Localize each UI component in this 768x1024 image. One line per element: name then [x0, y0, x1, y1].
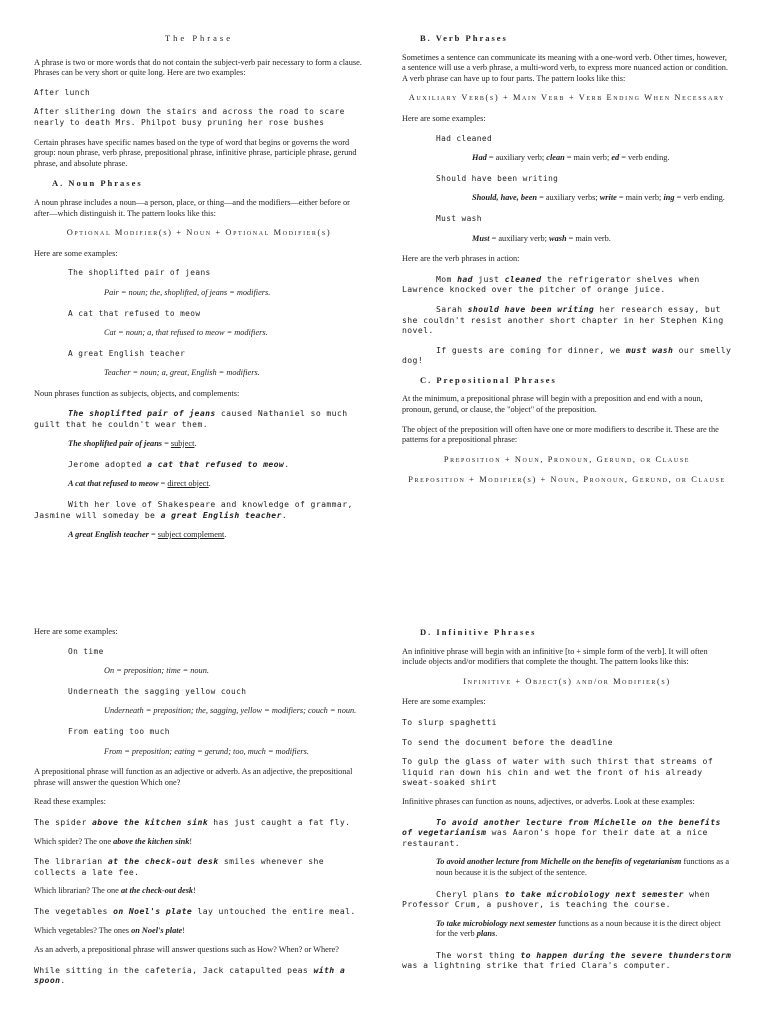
prep-pattern-1: Preposition + Noun, Pronoun, Gerund, or Clause: [443, 454, 691, 464]
infinitive-example-1: To slurp spaghetti: [402, 716, 497, 727]
prep-question-2: Which librarian? The one at the check-out desk!: [34, 886, 196, 896]
prep-analysis-3: From = preposition; eating = gerund; too, much = modifiers.: [104, 746, 309, 756]
prep-question-3: Which vegetables? The ones on Noel's plate!: [34, 925, 186, 935]
examples-lead: Here are some examples:: [402, 697, 486, 707]
verb-sentence-2: Sarah should have been writing her research essay, but she couldn't resist another short chapter in her Stephen King novel.: [402, 303, 724, 336]
verb-sentence-1: Mom had just cleaned the refrigerator shelves when Lawrence knocked over the pitcher of orange juice.: [402, 273, 700, 295]
infinitive-sentence-2-analysis: To take microbiology next semester functions as a noun because it is the direct object for the verb plans.: [436, 918, 721, 939]
noun-analysis-3: Teacher = noun; a, great, English = modifiers.: [104, 368, 260, 378]
noun-example-1: The shoplifted pair of jeans: [68, 268, 211, 278]
verb-example-2: Should have been writing: [436, 173, 559, 183]
prep-analysis-1: On = preposition; time = noun.: [104, 666, 209, 676]
prep-sentence-2: The librarian at the check-out desk smiles whenever she collects a late fee.: [34, 856, 325, 877]
verb-pattern: Auxiliary Verb(s) + Main Verb + Verb Ending When Necessary: [408, 93, 726, 103]
page-title: The Phrase: [164, 33, 233, 43]
infinitive-sentence-1-analysis: To avoid another lecture from Michelle on the benefits of vegetarianism functions as a noun because it is the subject of the sentence.: [436, 857, 730, 877]
example-short: After lunch: [34, 87, 91, 97]
noun-pattern: Optional Modifier(s) + Noun + Optional Modifier(s): [66, 228, 332, 238]
prep-example-2: Underneath the sagging yellow couch: [68, 686, 247, 696]
prep-pattern-2: Preposition + Modifier(s) + Noun, Pronoun, Gerund, or Clause: [408, 475, 726, 485]
verb-phrases-heading: B. Verb Phrases: [420, 33, 508, 43]
noun-sentence-2: Jerome adopted a cat that refused to meow.: [68, 459, 290, 470]
adjective-paragraph: A prepositional phrase will function as an adjective or adverb. As an adjective, the prepositional phrase will answer the question Which one?: [34, 767, 353, 787]
noun-sentence-2-analysis: A cat that refused to meow = direct object.: [68, 478, 211, 488]
column-prep-examples: [34, 627, 364, 995]
infinitive-example-2: To send the document before the deadline: [402, 736, 613, 747]
examples-lead: Here are some examples:: [34, 248, 118, 258]
noun-function-paragraph: Noun phrases function as subjects, objects, and complements:: [34, 388, 240, 398]
noun-analysis-1: Pair = noun; the, shoplifted, of jeans = modifiers.: [104, 287, 271, 297]
prep-question-1: Which spider? The one above the kitchen sink!: [34, 836, 193, 846]
prep-analysis-2: Underneath = preposition; the, sagging, yellow = modifiers; couch = noun.: [104, 706, 357, 716]
verb-analysis-1: Had = auxiliary verb; clean = main verb; ed = verb ending.: [472, 153, 670, 163]
prep-object-paragraph: The object of the preposition will often have one or more modifiers to describe it. These are the patterns for a prepositional phrase:: [402, 424, 719, 445]
column-infinitive-phrases: [402, 627, 732, 980]
noun-analysis-2: Cat = noun; a, that refused to meow = modifiers.: [104, 328, 268, 338]
prep-definition: At the minimum, a prepositional phrase will begin with a preposition and end with a noun, pronoun, gerund, or clause, the "object" of the preposition.: [402, 394, 703, 415]
noun-example-2: A cat that refused to meow: [68, 308, 201, 318]
intro-paragraph: A phrase is two or more words that do not contain the subject-verb pair necessary to form a clause. Phrases can be very short or quite long. Here are two examples:: [34, 57, 362, 78]
phrase-types-paragraph: Certain phrases have specific names based on the type of word that begins or governs the word group: noun phrase, verb phrase, prepositional phrase, infinitive phrase, participle phrase, gerund phrase, and absolute phrase.: [34, 137, 357, 168]
infinitive-sentence-2: Cheryl plans to take microbiology next semester when Professor Crum, a pushover, is teaching the course.: [402, 888, 711, 910]
noun-phrases-heading: A. Noun Phrases: [52, 178, 143, 189]
prep-example-1: On time: [68, 646, 104, 656]
examples-lead: Here are some examples:: [402, 113, 486, 123]
infinitive-definition: An infinitive phrase will begin with an infinitive [to + simple form of the verb]. It will often include objects and/or modifiers that complete the thought. The pattern looks like this:: [402, 646, 708, 667]
verb-analysis-2: Should, have, been = auxiliary verbs; write = main verb; ing = verb ending.: [472, 193, 725, 203]
noun-sentence-1: The shoplifted pair of jeans caused Nathaniel so much guilt that he couldn't wear them.: [34, 408, 348, 430]
infinitive-sentence-1: To avoid another lecture from Michelle on the benefits of vegetarianism was Aaron's hope for their date at a nice restaurant.: [402, 816, 721, 848]
verb-analysis-3: Must = auxiliary verb; wash = main verb.: [472, 233, 611, 243]
infinitive-pattern: Infinitive + Object(s) and/or Modifier(s): [463, 676, 671, 686]
verb-sentence-3: If guests are coming for dinner, we must wash our smelly dog!: [402, 344, 732, 366]
noun-example-3: A great English teacher: [68, 348, 186, 358]
noun-sentence-3-analysis: A great English teacher = subject complement.: [68, 529, 227, 539]
adverb-paragraph: As an adverb, a prepositional phrase will answer questions such as How? When? or Where?: [34, 945, 339, 955]
read-examples-lead: Read these examples:: [34, 797, 106, 807]
column-noun-phrases: [34, 33, 364, 550]
noun-definition: A noun phrase includes a noun—a person, place, or thing—and the modifiers—either before or after—which distinguish it. The pattern looks like this:: [34, 197, 350, 218]
prep-example-3: From eating too much: [68, 726, 170, 736]
example-long: After slithering down the stairs and across the road to scare nearly to death Mrs. Philpot busy pruning her rose bushes: [34, 107, 345, 127]
verb-example-1: Had cleaned: [436, 133, 493, 143]
noun-sentence-1-analysis: The shoplifted pair of jeans = subject.: [68, 438, 197, 448]
verb-example-3: Must wash: [436, 213, 482, 223]
verb-action-lead: Here are the verb phrases in action:: [402, 254, 520, 264]
infinitive-sentence-3: The worst thing to happen during the severe thunderstorm was a lightning strike that fried Clara's computer.: [402, 949, 732, 971]
column-verb-prep-phrases: [402, 33, 732, 496]
verb-definition: Sometimes a sentence can communicate its meaning with a one-word verb. Other times, however, a sentence will use a verb phrase, a multi-word verb, to express more nuanced action or condition. A verb phrase can have up to four parts. The pattern looks like this:: [402, 52, 729, 83]
examples-lead: Here are some examples:: [34, 627, 118, 636]
prep-sentence-4: While sitting in the cafeteria, Jack catapulted peas with a spoon.: [34, 964, 346, 986]
prep-sentence-3: The vegetables on Noel's plate lay untouched the entire meal.: [34, 905, 356, 916]
prepositional-phrases-heading: C. Prepositional Phrases: [420, 374, 557, 385]
infinitive-function-paragraph: Infinitive phrases can function as nouns, adjectives, or adverbs. Look at these examples:: [402, 796, 695, 806]
noun-sentence-3: With her love of Shakespeare and knowledge of grammar, Jasmine will someday be a great English teacher.: [34, 499, 353, 521]
infinitive-example-3: To gulp the glass of water with such thirst that streams of liquid ran down his chin and wet the front of his already sweat-soaked shirt: [402, 756, 714, 788]
infinitive-phrases-heading: D. Infinitive Phrases: [420, 627, 537, 637]
prep-sentence-1: The spider above the kitchen sink has just caught a fat fly.: [34, 816, 351, 827]
